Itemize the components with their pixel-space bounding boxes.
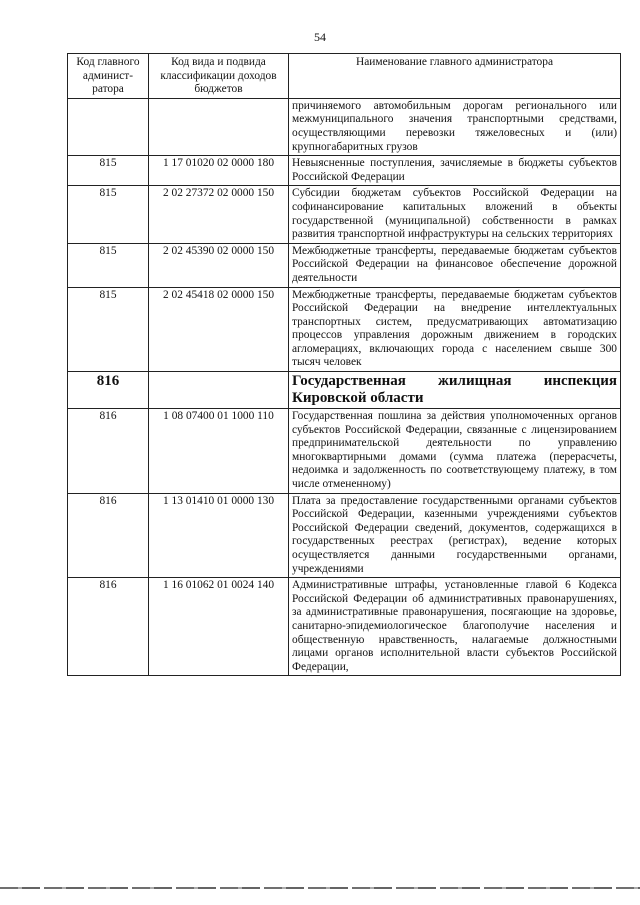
admin-name-cell: Межбюджетные трансферты, передаваемые бюджетам субъектов Российской Федерации на финансовое обеспечение дорожной деятельности: [289, 243, 621, 287]
admin-name-cell: Государственная пошлина за действия уполномоченных органов субъектов Российской Федерации, связанные с лицензированием предпринимательской деятельности по управлению многоквартирными домами (сумма платежа (перерасчеты, недоимка и задолженность по соответствующему платежу, в том числе отмененному): [289, 409, 621, 494]
page-number: 54: [314, 30, 326, 44]
table-header-row: [68, 54, 621, 99]
revenue-codes-table: [67, 53, 621, 676]
classification-code-cell: 2 02 27372 02 0000 150: [149, 186, 289, 243]
classification-code-cell: 2 02 45390 02 0000 150: [149, 243, 289, 287]
admin-code-cell: 815: [68, 156, 149, 186]
admin-name-cell: Межбюджетные трансферты, передаваемые бюджетам субъектов Российской Федерации на внедрение интеллектуальных транспортных систем, предусматривающих автоматизацию процессов управления дорожным движением в городских агломерациях, включающих города с населением свыше 300 тысяч человек: [289, 287, 621, 372]
admin-name-cell: Невыясненные поступления, зачисляемые в бюджеты субъектов Российской Федерации: [289, 156, 621, 186]
table-row: [68, 156, 621, 186]
table-row: [68, 243, 621, 287]
classification-code-cell: 1 17 01020 02 0000 180: [149, 156, 289, 186]
table-row: [68, 409, 621, 494]
admin-code-cell: 816: [68, 409, 149, 494]
section-row: [68, 372, 621, 409]
admin-code-cell: 816: [68, 372, 149, 409]
admin-code-cell: 815: [68, 243, 149, 287]
classification-code-cell: [149, 372, 289, 409]
admin-code-cell: [68, 98, 149, 155]
classification-code-cell: [149, 98, 289, 155]
header-classification-code: Код вида и подвида классификации доходов бюджетов: [149, 54, 289, 99]
admin-code-cell: 815: [68, 186, 149, 243]
admin-code-cell: 816: [68, 578, 149, 676]
admin-name-cell: Плата за предоставление государственными органами субъектов Российской Федерации, казенными учреждениями субъектов Российской Федерации сведений, документов, содержащихся в государственных реестрах (регистрах), ведение которых осуществляется данными государственными органами, учреждениями: [289, 493, 621, 578]
table-row: [68, 287, 621, 372]
header-admin-code: Код главного админист-ратора: [68, 54, 149, 99]
header-admin-name: Наименование главного администратора: [289, 54, 621, 99]
admin-name-cell: причиняемого автомобильным дорогам регионального или межмуниципального значения транспортными средствами, осуществляющими перевозки тяжеловесных и (или) крупногабаритных грузов: [289, 98, 621, 155]
classification-code-cell: 2 02 45418 02 0000 150: [149, 287, 289, 372]
admin-name-cell: Административные штрафы, установленные главой 6 Кодекса Российской Федерации об административных правонарушениях, за административные правонарушения, посягающие на здоровье, санитарно-эпидемиологическое благополучие населения и общественную нравственность, налагаемые должностными лицами органов исполнительной власти субъектов Российской Федерации,: [289, 578, 621, 676]
admin-code-cell: 816: [68, 493, 149, 578]
table-row: [68, 578, 621, 676]
scan-edge-line: [0, 887, 640, 889]
table-row: [68, 186, 621, 243]
classification-code-cell: 1 13 01410 01 0000 130: [149, 493, 289, 578]
classification-code-cell: 1 08 07400 01 1000 110: [149, 409, 289, 494]
table-row: [68, 493, 621, 578]
classification-code-cell: 1 16 01062 01 0024 140: [149, 578, 289, 676]
admin-name-cell: Государственная жилищная инспекция Кировской области: [289, 372, 621, 409]
table-row: [68, 98, 621, 155]
admin-name-cell: Субсидии бюджетам субъектов Российской Федерации на софинансирование капитальных вложений в объекты государственной (муниципальной) собственности в рамках развития транспортной инфраструктуры на сельских территориях: [289, 186, 621, 243]
admin-code-cell: 815: [68, 287, 149, 372]
